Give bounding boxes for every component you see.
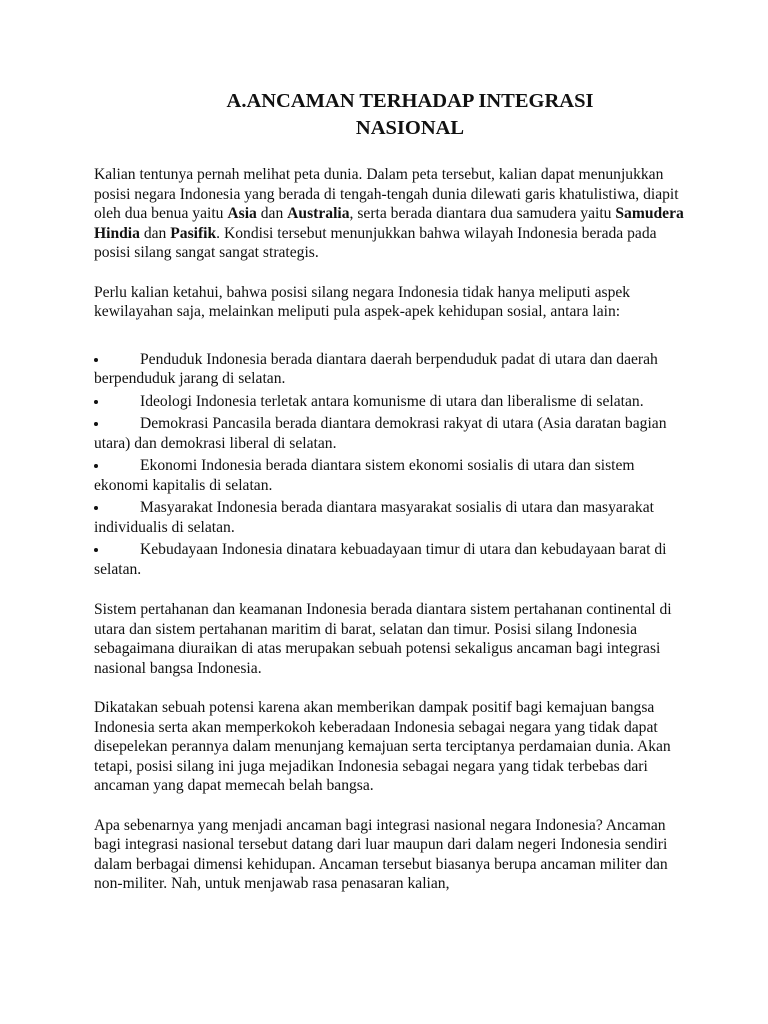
bullet-icon <box>94 506 98 510</box>
paragraph-3: Sistem pertahanan dan keamanan Indonesia berada diantara sistem pertahanan continental di utara dan sistem pertahanan maritim di barat, selatan dan timur. Posisi silang Indonesia sebagaimana diuraikan di atas merupakan sebuah potensi sekaligus ancaman bagi integrasi nasional bangsa Indonesia. <box>94 601 672 677</box>
p1-bold-samudera-hindia: Samudera Hindia <box>94 205 684 242</box>
bullet-icon <box>94 358 98 362</box>
title-line-2: NASIONAL <box>355 117 465 139</box>
bullet-icon <box>94 464 98 468</box>
p1-bold-pasifik: Pasifik <box>170 224 217 242</box>
document-body <box>94 165 684 914</box>
list-item-text: Ekonomi Indonesia berada diantara sistem ekonomi sosialis di utara dan sistem ekonomi kapitalis di selatan. <box>94 457 635 494</box>
list-item <box>94 414 684 453</box>
title-line-1: A.ANCAMAN TERHADAP INTEGRASI <box>226 90 594 112</box>
list-item-text: Kebudayaan Indonesia dinatara kebuadayaan timur di utara dan kebudayaan barat di selatan. <box>94 541 667 578</box>
paragraph-4: Dikatakan sebuah potensi karena akan memberikan dampak positif bagi kemajuan bangsa Indonesia serta akan memperkokoh keberadaan Indonesia sebagai negara yang tidak dapat disepelekan perannya dalam menunjang kemajuan serta terciptanya perdamaian dunia. Akan tetapi, posisi silang ini juga mejadikan Indonesia sebagai negara yang tidak terbebas dari ancaman yang dapat memecah belah bangsa. <box>94 699 671 794</box>
p1-text-c: dan <box>256 205 288 222</box>
bullet-icon <box>94 422 98 426</box>
list-item-text: Masyarakat Indonesia berada diantara masyarakat sosialis di utara dan masyarakat individualis di selatan. <box>94 499 654 536</box>
bullet-list <box>94 350 684 580</box>
list-item <box>94 498 684 537</box>
list-item-text: Ideologi Indonesia terletak antara komunisme di utara dan liberalisme di selatan. <box>140 392 644 410</box>
p1-bold-australia: Australia <box>287 205 350 222</box>
p1-text-d: , serta berada diantara dua samudera yaitu <box>349 205 616 222</box>
list-item-text: Demokrasi Pancasila berada diantara demokrasi rakyat di utara (Asia daratan bagian utara) dan demokrasi liberal di selatan. <box>94 415 667 452</box>
p1-text-a: Kalian tentunya pernah melihat peta dunia. Dalam peta tersebut, kalian dapat menunjukkan posisi negara Indonesia yang berada di tengah-tengah dunia dilewati garis khatulistiwa, diapit oleh dua benua yaitu <box>94 166 679 222</box>
list-item <box>94 540 684 579</box>
page-title <box>150 88 670 142</box>
list-item <box>94 392 684 412</box>
bullet-icon <box>94 548 98 552</box>
p1-text-e: dan <box>139 224 171 242</box>
paragraph-5: Apa sebenarnya yang menjadi ancaman bagi integrasi nasional negara Indonesia? Ancaman bagi integrasi nasional tersebut datang dari luar maupun dari dalam negeri Indonesia sendiri dalam berbagai dimensi kehidupan. Ancaman tersebut biasanya berupa ancaman militer dan non-militer. Nah, untuk menjawab rasa penasaran kalian, <box>94 816 668 892</box>
paragraph-1 <box>94 165 684 263</box>
list-item-text: Penduduk Indonesia berada diantara daerah berpenduduk padat di utara dan daerah berpenduduk jarang di selatan. <box>94 350 658 387</box>
p1-bold-asia: Asia <box>227 205 257 222</box>
list-item <box>94 456 684 495</box>
bullet-icon <box>94 400 98 404</box>
list-item <box>94 350 684 389</box>
paragraph-2: Perlu kalian ketahui, bahwa posisi silang negara Indonesia tidak hanya meliputi aspek kewilayahan saja, melainkan meliputi pula aspek-apek kehidupan sosial, antara lain: <box>94 283 631 320</box>
p1-text-f: . Kondisi tersebut menunjukkan bahwa wilayah Indonesia berada pada posisi silang sangat sangat strategis. <box>94 224 657 261</box>
